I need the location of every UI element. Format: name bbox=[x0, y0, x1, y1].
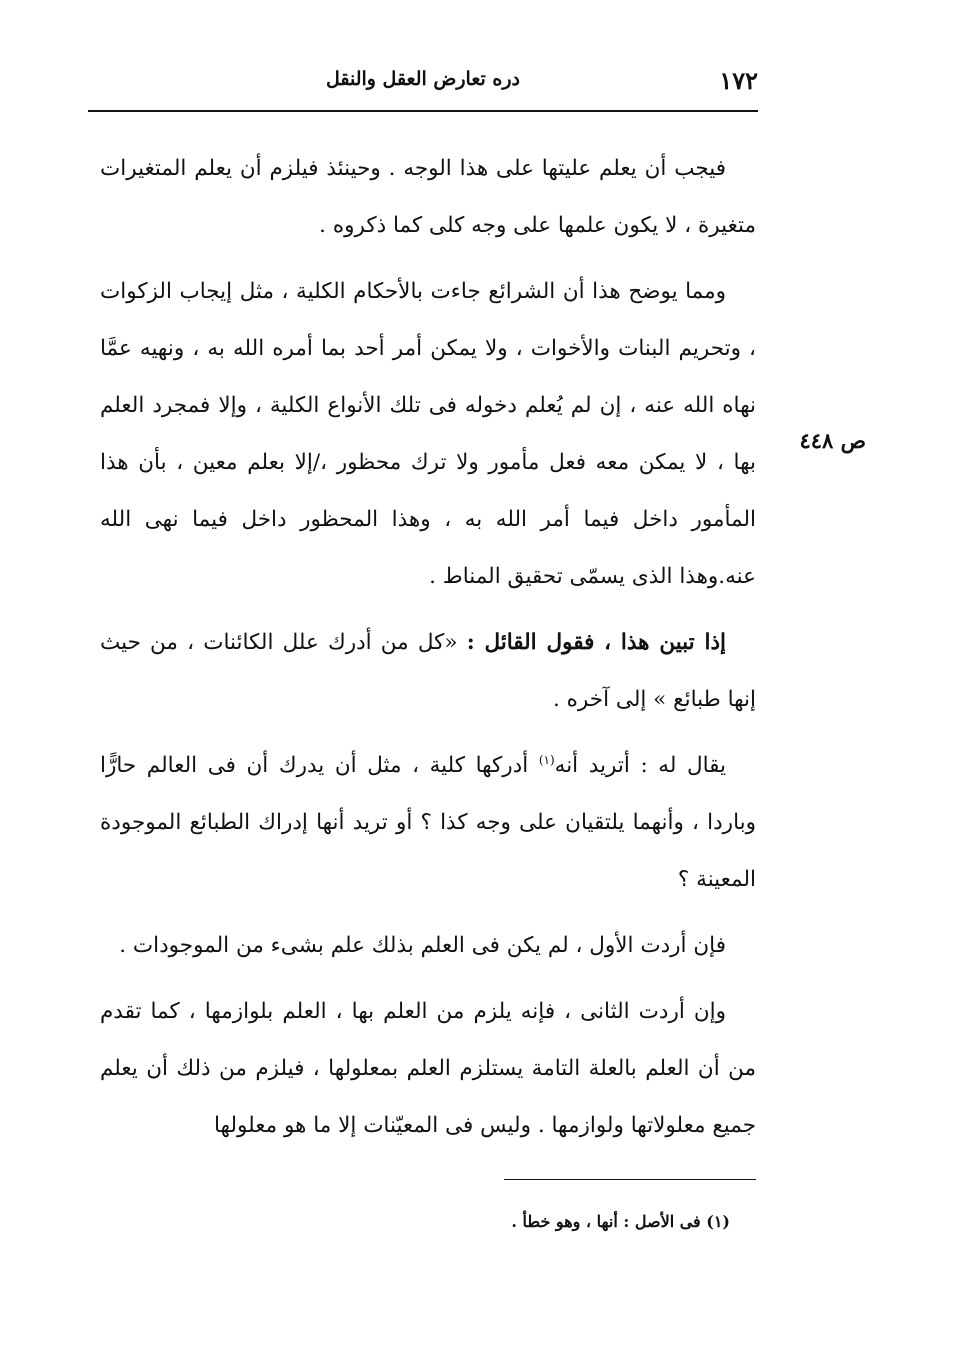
header-rule bbox=[88, 110, 758, 112]
paragraph-text: أدركها كلية ، مثل أن يدرك أن فى العالم حارًّا وباردا ، وأنهما يلتقيان على وجه كذا ؟ أو تريد أنها إدراك الطبائع الموجودة المعينة ؟ bbox=[100, 753, 756, 892]
main-text bbox=[100, 140, 756, 1163]
paragraph-text: يقال له : أتريد أنه bbox=[554, 753, 727, 778]
paragraph: وإن أردت الثانى ، فإنه يلزم من العلم بها ، العلم بلوازمها ، كما تقدم من أن العلم بالعلة التامة يستلزم العلم بمعلولها ، فيلزم من ذلك أن يعلم جميع معلولاتها ولوازمها . وليس فى المعيّنات إلا ما هو معلولها bbox=[100, 999, 756, 1138]
paragraph: ومما يوضح هذا أن الشرائع جاءت بالأحكام الكلية ، مثل إيجاب الزكوات ، وتحريم البنات والأخوات ، ولا يمكن أمر أحد بما أمره الله به ، ونهيه عمَّا نهاه الله عنه ، إن لم يُعلم دخوله فى تلك الأنواع الكلية ، وإلا فمجرد العلم بها ، لا يمكن معه فعل مأمور ولا ترك محظور ،/إلا بعلم معين ، بأن هذا المأمور داخل فيما أمر الله به ، وهذا المحظور داخل فيما نهى الله عنه.وهذا الذى يسمّى تحقيق المناط . bbox=[100, 279, 756, 589]
paragraph bbox=[100, 614, 756, 728]
footnote-rule bbox=[504, 1179, 756, 1180]
margin-page-reference: ص ٤٤٨ bbox=[799, 428, 866, 453]
page-number: ١٧٢ bbox=[719, 66, 758, 95]
running-title: دره تعارض العقل والنقل bbox=[325, 68, 521, 90]
page-header bbox=[88, 62, 758, 106]
footnote: (١) فى الأصل : أنها ، وهو خطأ . bbox=[511, 1212, 730, 1231]
paragraph: فإن أردت الأول ، لم يكن فى العلم بذلك علم بشىء من الموجودات . bbox=[119, 933, 726, 958]
paragraph-lead: إذا تبين هذا ، فقول القائل : bbox=[466, 630, 726, 655]
paragraph: فيجب أن يعلم عليتها على هذا الوجه . وحينئذ فيلزم أن يعلم المتغيرات متغيرة ، لا يكون علمها على وجه كلى كما ذكروه . bbox=[100, 156, 756, 238]
footnote-reference[interactable]: (١) bbox=[538, 752, 555, 767]
quoted-statement: «كل من أدرك علل الكائنات ، من حيث إنها طبائع » إلى آخره . bbox=[100, 630, 756, 712]
paragraph bbox=[100, 737, 756, 908]
